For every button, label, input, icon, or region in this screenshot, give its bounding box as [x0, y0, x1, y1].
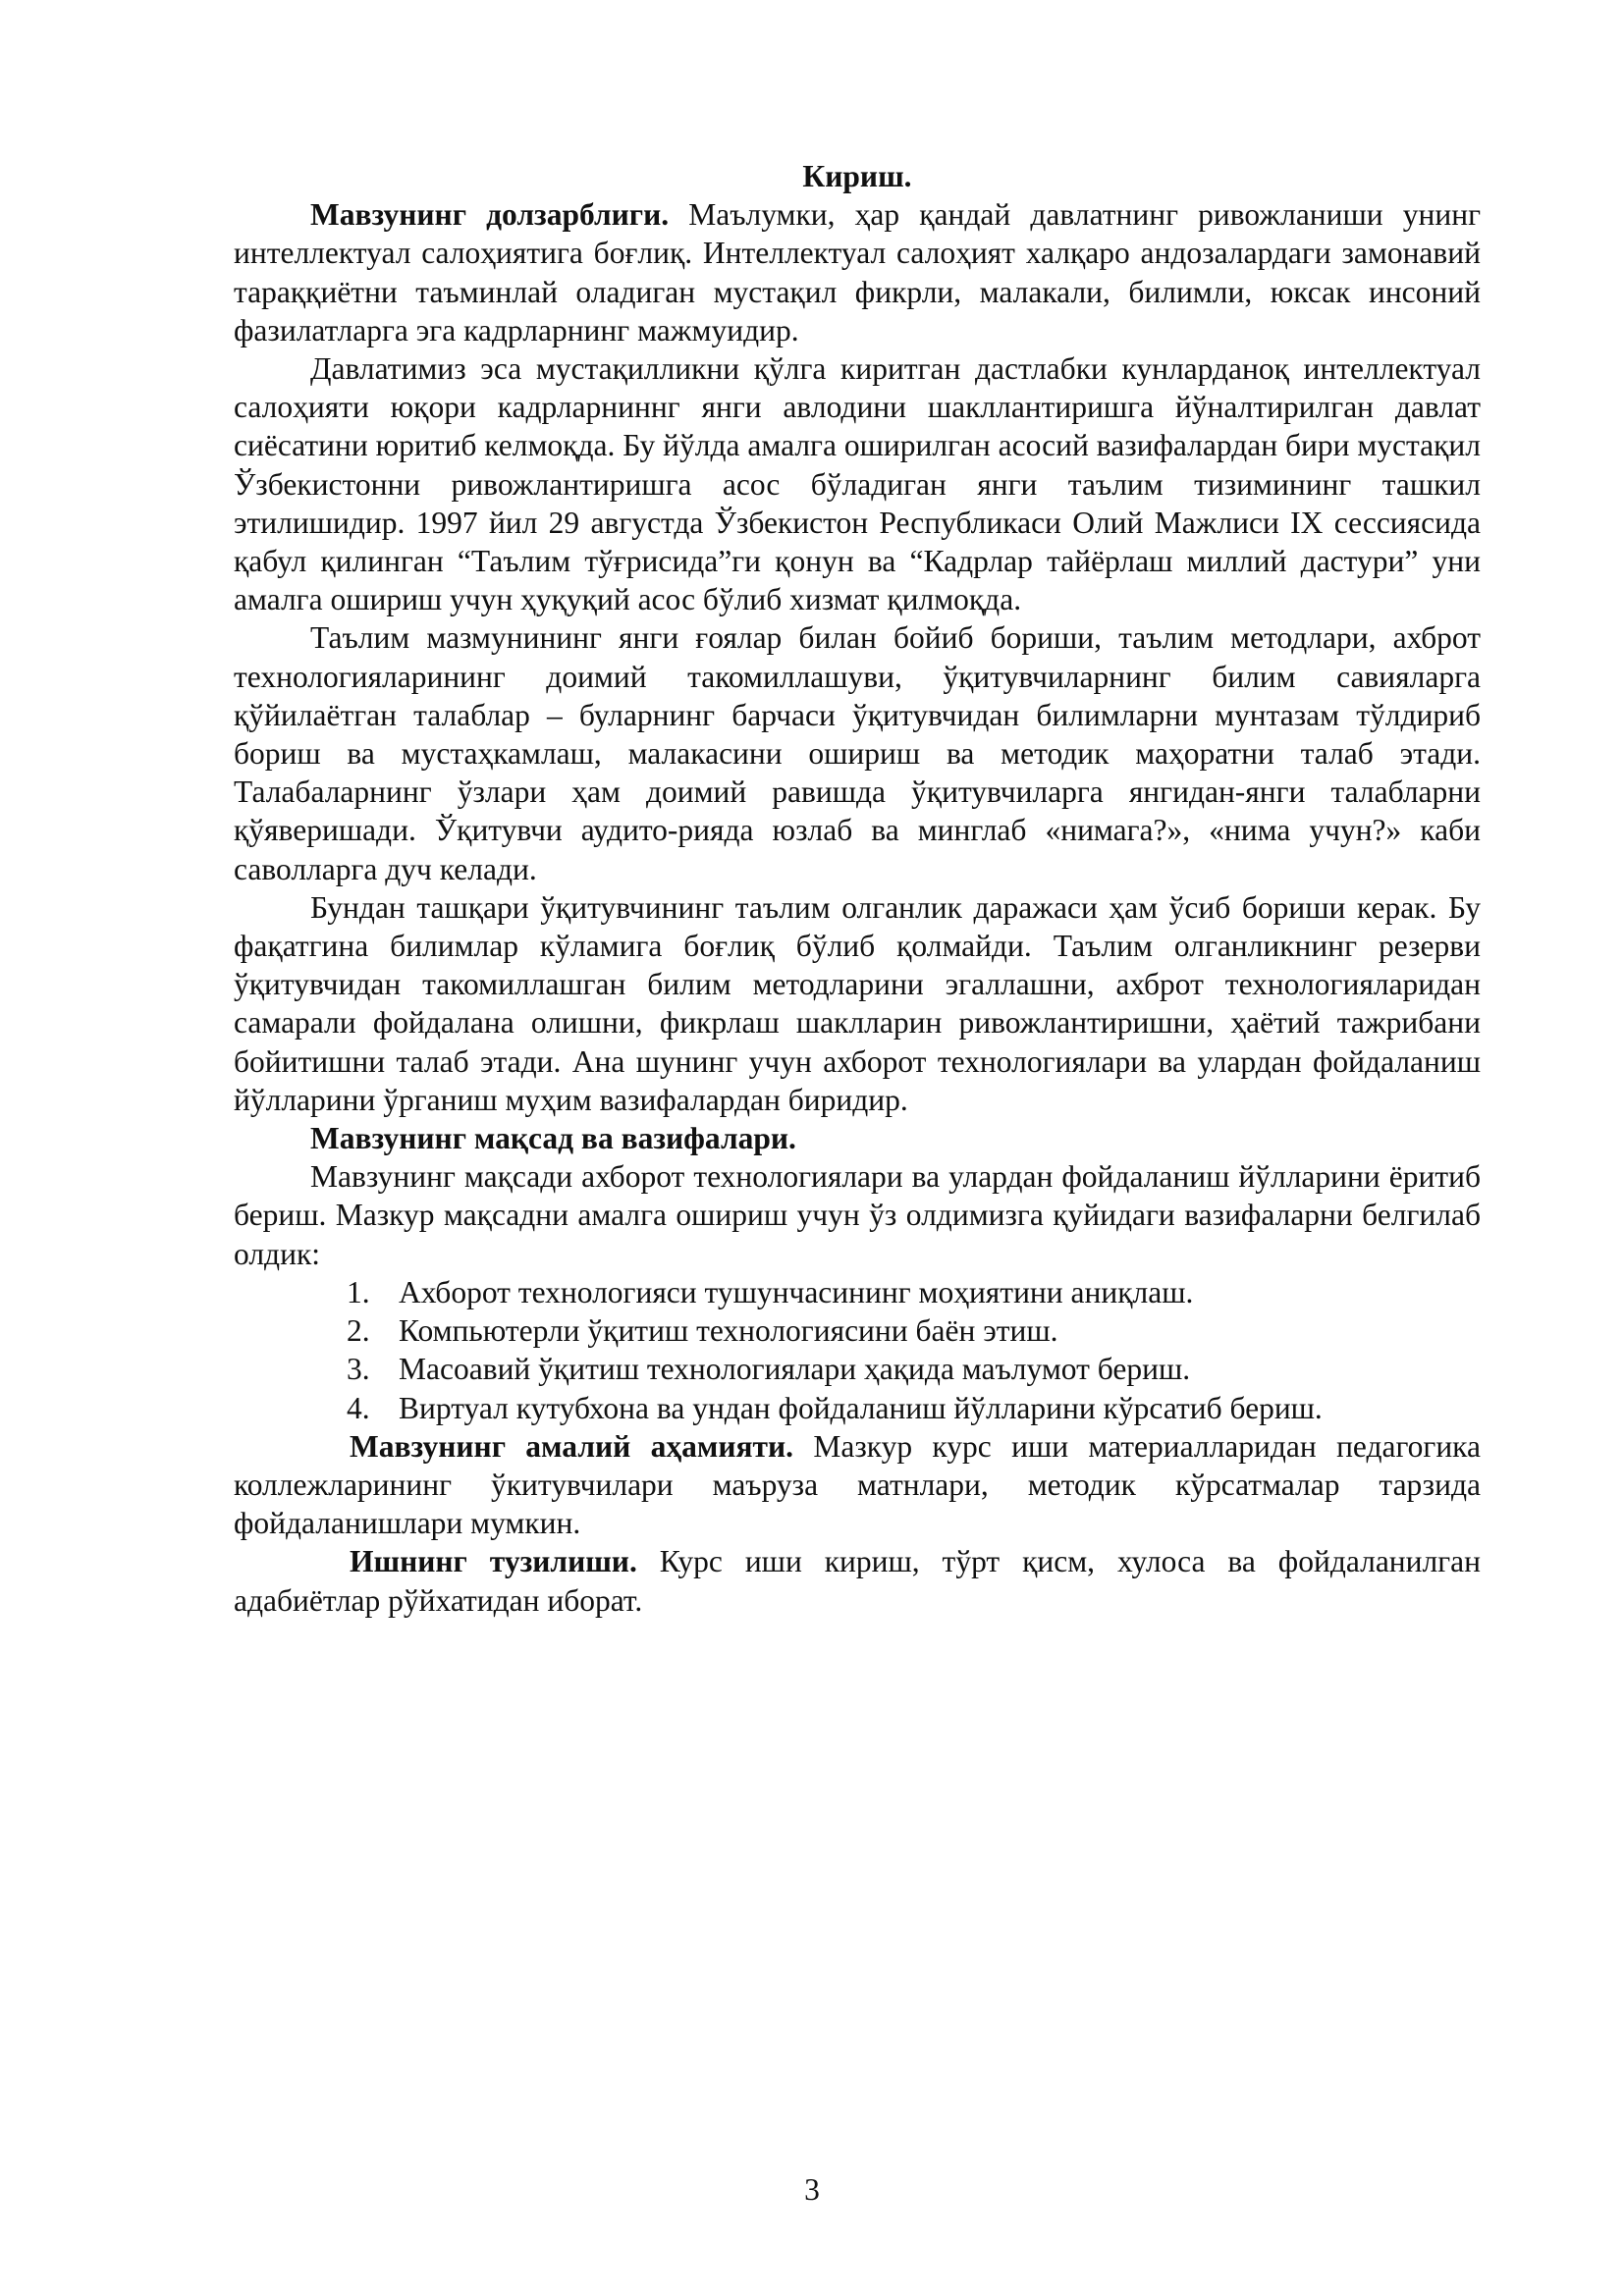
structure-paragraph [234, 1542, 1481, 1619]
document-page [234, 157, 1481, 1620]
goals-paragraph: Мавзунинг мақсади ахборот технологиялари ва улардан фойдаланиш йўлларини ёритиб бериш. Мазкур мақсадни амалга ошириш учун ўз олдимизга қуйидаги вазифаларни белгилаб олдик: [234, 1159, 1481, 1271]
list-item [234, 1389, 1481, 1427]
practical-text: Мазкур курс иши материалларидан педагогика коллежларининг ўкитувчилари маъруза матнлари, методик кўрсатмалар тарзида фойдаланишлари мумкин. [234, 1428, 1481, 1541]
goals-heading: Мавзунинг мақсад ва вазифалари. [310, 1121, 796, 1156]
practical-label: Мавзунинг амалий аҳамияти. [350, 1428, 794, 1464]
structure-text: Курс иши кириш, тўрт қисм, хулоса ва фойдаланилган адабиётлар рўйхатидан иборат. [234, 1544, 1482, 1618]
list-item [234, 1273, 1481, 1311]
goals-list [234, 1273, 1481, 1427]
relevance-label: Мавзунинг долзарблиги. [310, 197, 670, 233]
list-item-number: 4. [347, 1390, 370, 1425]
list-item-text: Масоавий ўқитиш технологиялари ҳақида маълумот бериш. [399, 1352, 1191, 1387]
paragraph-4: Бундан ташқари ўқитувчининг таълим олганлик даражаси ҳам ўсиб бориши керак. Бу фақатгина билимлар кўламига боғлиқ бўлиб қолмайди. Таълим олганликнинг резерви ўқитувчидан такомиллашган билим методларини эгаллашни, ахброт технологияларидан самарали фойдалана олишни, фикрлаш шаклларин ривожлантиришни, ҳаётий тажрибани бойитишни талаб этади. Ана шунинг учун ахборот технологиялари ва улардан фойдаланиш йўлларини ўрганиш муҳим вазифалардан биридир. [234, 889, 1481, 1117]
list-item [234, 1350, 1481, 1388]
list-item-text: Виртуал кутубхона ва ундан фойдаланиш йўлларини кўрсатиб бериш. [399, 1390, 1323, 1425]
structure-label: Ишнинг тузилиши. [350, 1544, 637, 1579]
paragraph-2: Давлатимиз эса мустақилликни қўлга киритган дастлабки кунларданоқ интеллектуал салоҳияти юқори кадрларниннг янги авлодини шакллантиришга йўналтирилган давлат сиёсатини юритиб келмоқда. Бу йўлда амалга оширилган асосий вазифалардан бири мустақил Ўзбекистонни ривожлантиришга асос бўладиган янги таълим тизимининг ташкил этилишидир. 1997 йил 29 августда Ўзбекистон Республикаси Олий Мажлиси IX сессиясида қабул қилинган “Таълим тўғрисида”ги қонун ва “Кадрлар тайёрлаш миллий дастури” уни амалга ошириш учун ҳуқуқий асос бўлиб хизмат қилмоқда. [234, 351, 1481, 617]
list-item-text: Компьютерли ўқитиш технологиясини баён этиш. [399, 1313, 1058, 1349]
paragraph-3: Таълим мазмунининг янги ғоялар билан бойиб бориши, таълим методлари, ахброт технологияларининг доимий такомиллашуви, ўқитувчиларнинг билим савияларга қўйилаётган талаблар – буларнинг барчаси ўқитувчидан билимларни мунтазам тўлдириб бориш ва мустаҳкамлаш, малакасини ошириш ва методик маҳоратни талаб этади. Талабаларнинг ўзлари ҳам доимий равишда ўқитувчиларга янгидан-янги талабларни қўяверишади. Ўқитувчи аудито-рияда юзлаб ва минглаб «нимага?», «нима учун?» каби саволларга дуч келади. [234, 620, 1481, 886]
list-item-number: 1. [347, 1274, 370, 1309]
document-title: Кириш. [802, 159, 912, 193]
list-item-number: 3. [347, 1352, 370, 1387]
relevance-text: Маълумки, ҳар қандай давлатнинг ривожланиши унинг интеллектуал салоҳиятига боғлиқ. Интеллектуал салоҳият халқаро андозалардаги замонавий тараққиётни таъминлай оладиган мустақил фикрли, малакали, билимли, юксак инсоний фазилатларга эга кадрларнинг мажмуидир. [234, 197, 1481, 347]
page-number: 3 [804, 2172, 820, 2207]
relevance-paragraph [234, 195, 1481, 349]
list-item-number: 2. [347, 1313, 370, 1349]
practical-paragraph [234, 1427, 1481, 1543]
list-item-text: Ахборот технологияси тушунчасининг моҳиятини аниқлаш. [399, 1274, 1194, 1309]
list-item [234, 1311, 1481, 1350]
